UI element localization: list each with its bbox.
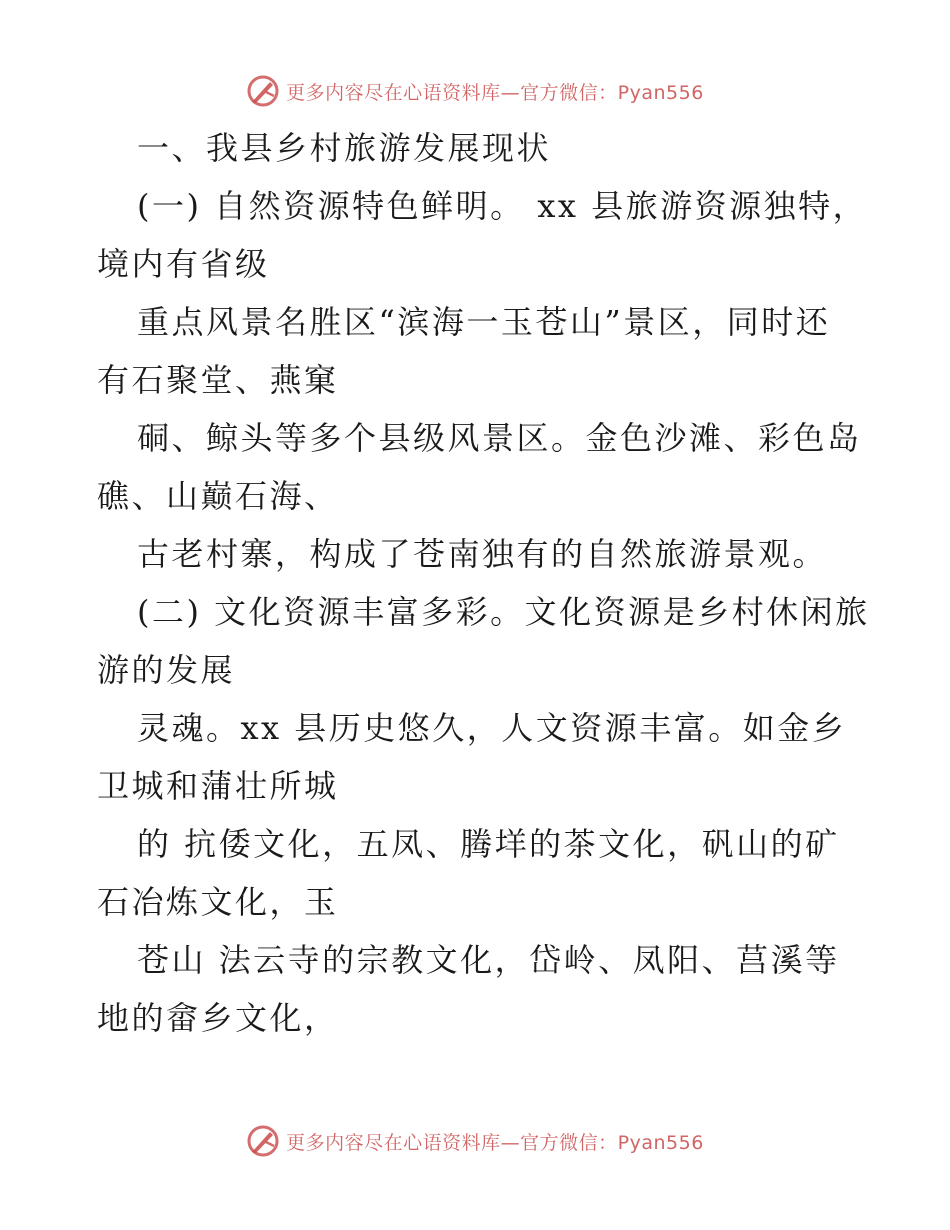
paragraph-line: 地的畲乡文化， xyxy=(97,999,339,1037)
paragraph-line: 古老村寨，构成了苍南独有的自然旅游景观。 xyxy=(137,535,828,573)
footer-watermark xyxy=(0,1121,950,1161)
paragraph-line: 卫城和蒲壮所城 xyxy=(97,767,339,805)
quill-logo-icon xyxy=(246,74,280,108)
header-watermark xyxy=(0,71,950,111)
paragraph-line: 的 抗倭文化，五凤、腾垟的茶文化，矾山的矿 xyxy=(137,825,840,863)
paragraph-line: 礁、山巅石海、 xyxy=(97,477,339,515)
paragraph-line: 重点风景名胜区“滨海一玉苍山”景区，同时还 xyxy=(137,303,831,341)
paragraph-line: 境内有省级 xyxy=(97,245,270,283)
paragraph-line: 苍山 法云寺的宗教文化，岱岭、凤阳、莒溪等 xyxy=(137,941,840,979)
paragraph-line: 游的发展 xyxy=(97,651,236,689)
paragraph-line: (二) 文化资源丰富多彩。文化资源是乡村休闲旅 xyxy=(137,593,870,631)
paragraph-line: (一) 自然资源特色鲜明。 xx 县旅游资源独特， xyxy=(137,187,868,225)
section-heading: 一、我县乡村旅游发展现状 xyxy=(137,129,552,167)
paragraph-line: 灵魂。xx 县历史悠久，人文资源丰富。如金乡 xyxy=(137,709,847,747)
paragraph-line: 石冶炼文化，玉 xyxy=(97,883,339,921)
paragraph-line: 硐、鲸头等多个县级风景区。金色沙滩、彩色岛 xyxy=(137,419,862,457)
paragraph-line: 有石聚堂、燕窠 xyxy=(97,361,339,399)
watermark-text: 更多内容尽在心语资料库—官方微信：Pyan556 xyxy=(286,1131,704,1154)
watermark-text: 更多内容尽在心语资料库—官方微信：Pyan556 xyxy=(286,81,704,104)
quill-logo-icon xyxy=(246,1124,280,1158)
